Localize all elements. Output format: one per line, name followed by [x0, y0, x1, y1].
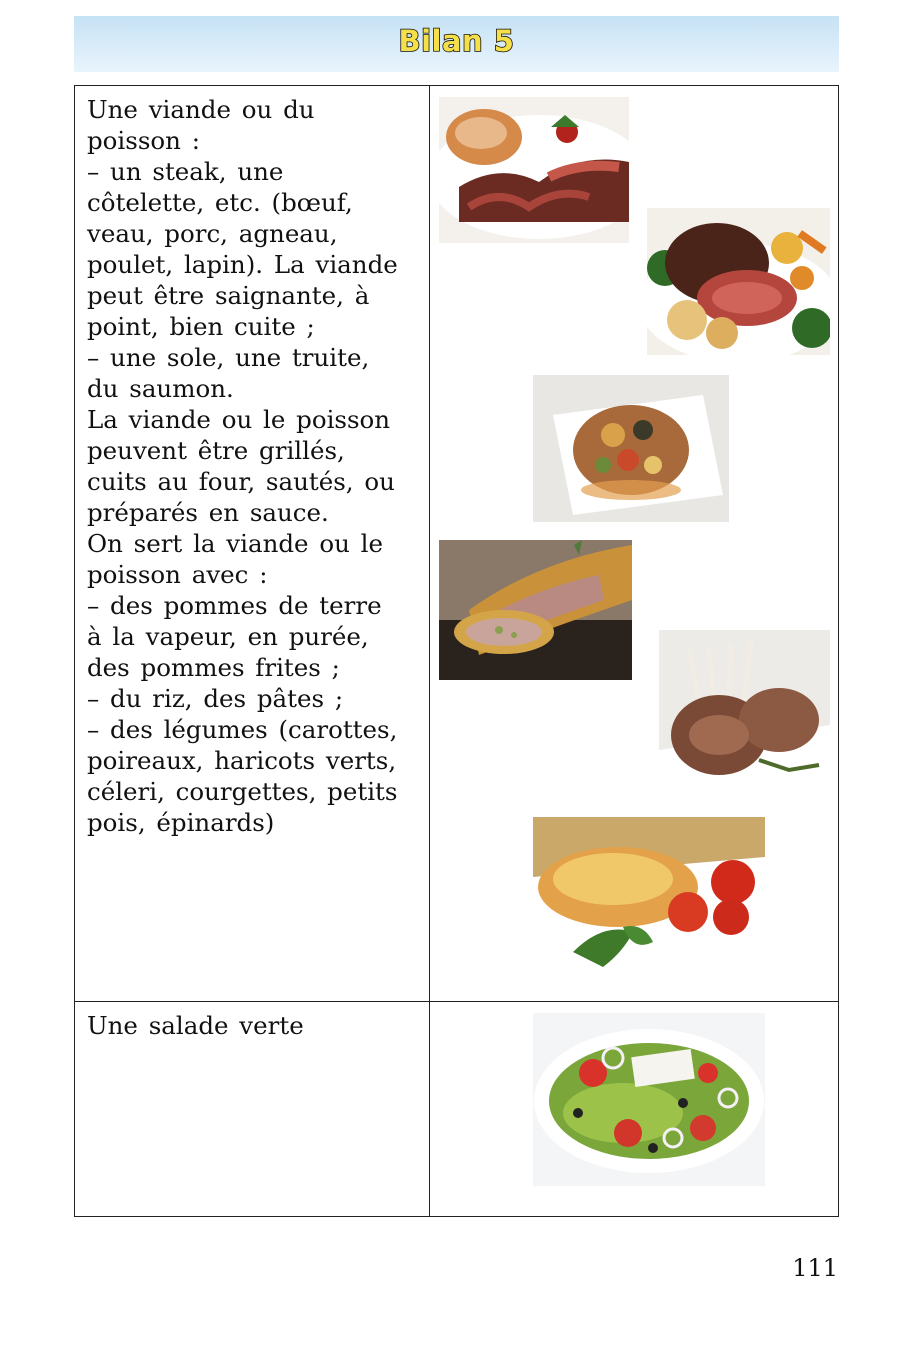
fish-gratin-photo: [533, 817, 765, 991]
green-salad-photo: [533, 1013, 765, 1186]
sliced-steak-photo: [439, 97, 629, 243]
page-title: Bilan 5: [398, 24, 515, 58]
salad-description: Une salade verte: [87, 1011, 304, 1040]
roast-beef-photo: [647, 208, 830, 355]
page-number: 111: [792, 1254, 838, 1282]
ratatouille-photo: [533, 375, 729, 522]
row-divider: [75, 1001, 838, 1002]
meat-pie-photo: [439, 540, 632, 680]
content-table: [74, 85, 839, 1217]
meat-fish-description: Une viande ou du poisson : – un steak, une côtelette, etc. (bœuf, veau, porc, agneau, poulet, lapin). La viande peut être saignante, à point, bien cuite ; – une sole, une truite, du saumon. La viande ou le poisson peuvent être grillés, cuits au four, sautés, ou préparés en sauce. On sert la viande ou le poisson avec : – des pommes de terre à la vapeur, en purée, des pommes frites ; – du riz, des pâtes ; – des légumes (carottes, poireaux, haricots verts, céleri, courgettes, petits pois, épinards): [87, 95, 398, 837]
lamb-rack-photo: [659, 630, 830, 799]
column-divider: [429, 86, 430, 1216]
title-banner: [74, 16, 839, 72]
